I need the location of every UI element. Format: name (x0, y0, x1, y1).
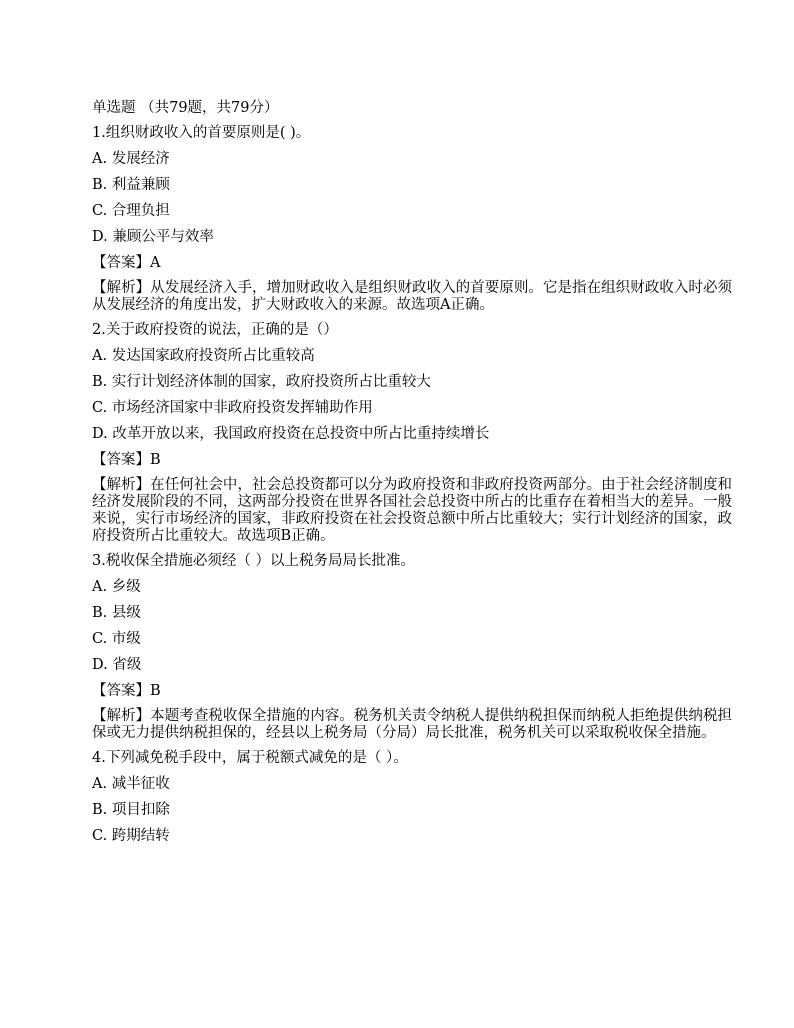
option-d: D. 改革开放以来，我国政府投资在总投资中所占比重持续增长 (92, 426, 490, 442)
question-3 (92, 552, 732, 742)
explanation: 【解析】从发展经济入手，增加财政收入是组织财政收入的首要原则。它是指在组织财政收入时必须从发展经济的角度出发，扩大财政收入的来源。故选项A正确。 (92, 280, 732, 313)
question-4 (92, 749, 732, 845)
question-stem: 4.下列减免税手段中，属于税额式减免的是（ ）。 (92, 750, 408, 766)
answer: 【答案】A (92, 255, 161, 271)
option-c: C. 跨期结转 (92, 828, 170, 844)
option-b: B. 利益兼顾 (92, 177, 170, 193)
option-b: B. 项目扣除 (92, 802, 170, 818)
question-stem: 2.关于政府投资的说法，正确的是（） (92, 322, 338, 338)
option-d: D. 省级 (92, 657, 142, 673)
explanation: 【解析】本题考查税收保全措施的内容。税务机关责令纳税人提供纳税担保而纳税人拒绝提供纳税担保或无力提供纳税担保的，经县以上税务局（分局）局长批准，税务机关可以采取税收保全措施。 (92, 708, 732, 741)
option-a: A. 发展经济 (92, 151, 170, 167)
option-b: B. 实行计划经济体制的国家，政府投资所占比重较大 (92, 374, 431, 390)
answer: 【答案】B (92, 683, 161, 699)
option-c: C. 市级 (92, 631, 141, 647)
option-b: B. 县级 (92, 605, 141, 621)
question-2 (92, 321, 732, 545)
answer: 【答案】B (92, 452, 161, 468)
option-d: D. 兼顾公平与效率 (92, 229, 214, 245)
section-header: 单选题 （共79题，共79分） (92, 100, 279, 116)
option-a: A. 发达国家政府投资所占比重较高 (92, 348, 315, 364)
question-1 (92, 124, 732, 314)
explanation: 【解析】在任何社会中，社会总投资都可以分为政府投资和非政府投资两部分。由于社会经济制度和经济发展阶段的不同，这两部分投资在世界各国社会总投资中所占的比重存在着相当大的差异。一般来说，实行市场经济的国家，非政府投资在社会投资总额中所占比重较大；实行计划经济的国家，政府投资所占比重较大。故选项B正确。 (92, 477, 732, 544)
option-a: A. 减半征收 (92, 776, 170, 792)
question-stem: 3.税收保全措施必须经（ ）以上税务局局长批准。 (92, 553, 415, 569)
option-c: C. 市场经济国家中非政府投资发挥辅助作用 (92, 400, 373, 416)
option-a: A. 乡级 (92, 579, 141, 595)
question-stem: 1.组织财政收入的首要原则是( )。 (92, 125, 311, 141)
option-c: C. 合理负担 (92, 203, 170, 219)
document-page (92, 99, 732, 853)
